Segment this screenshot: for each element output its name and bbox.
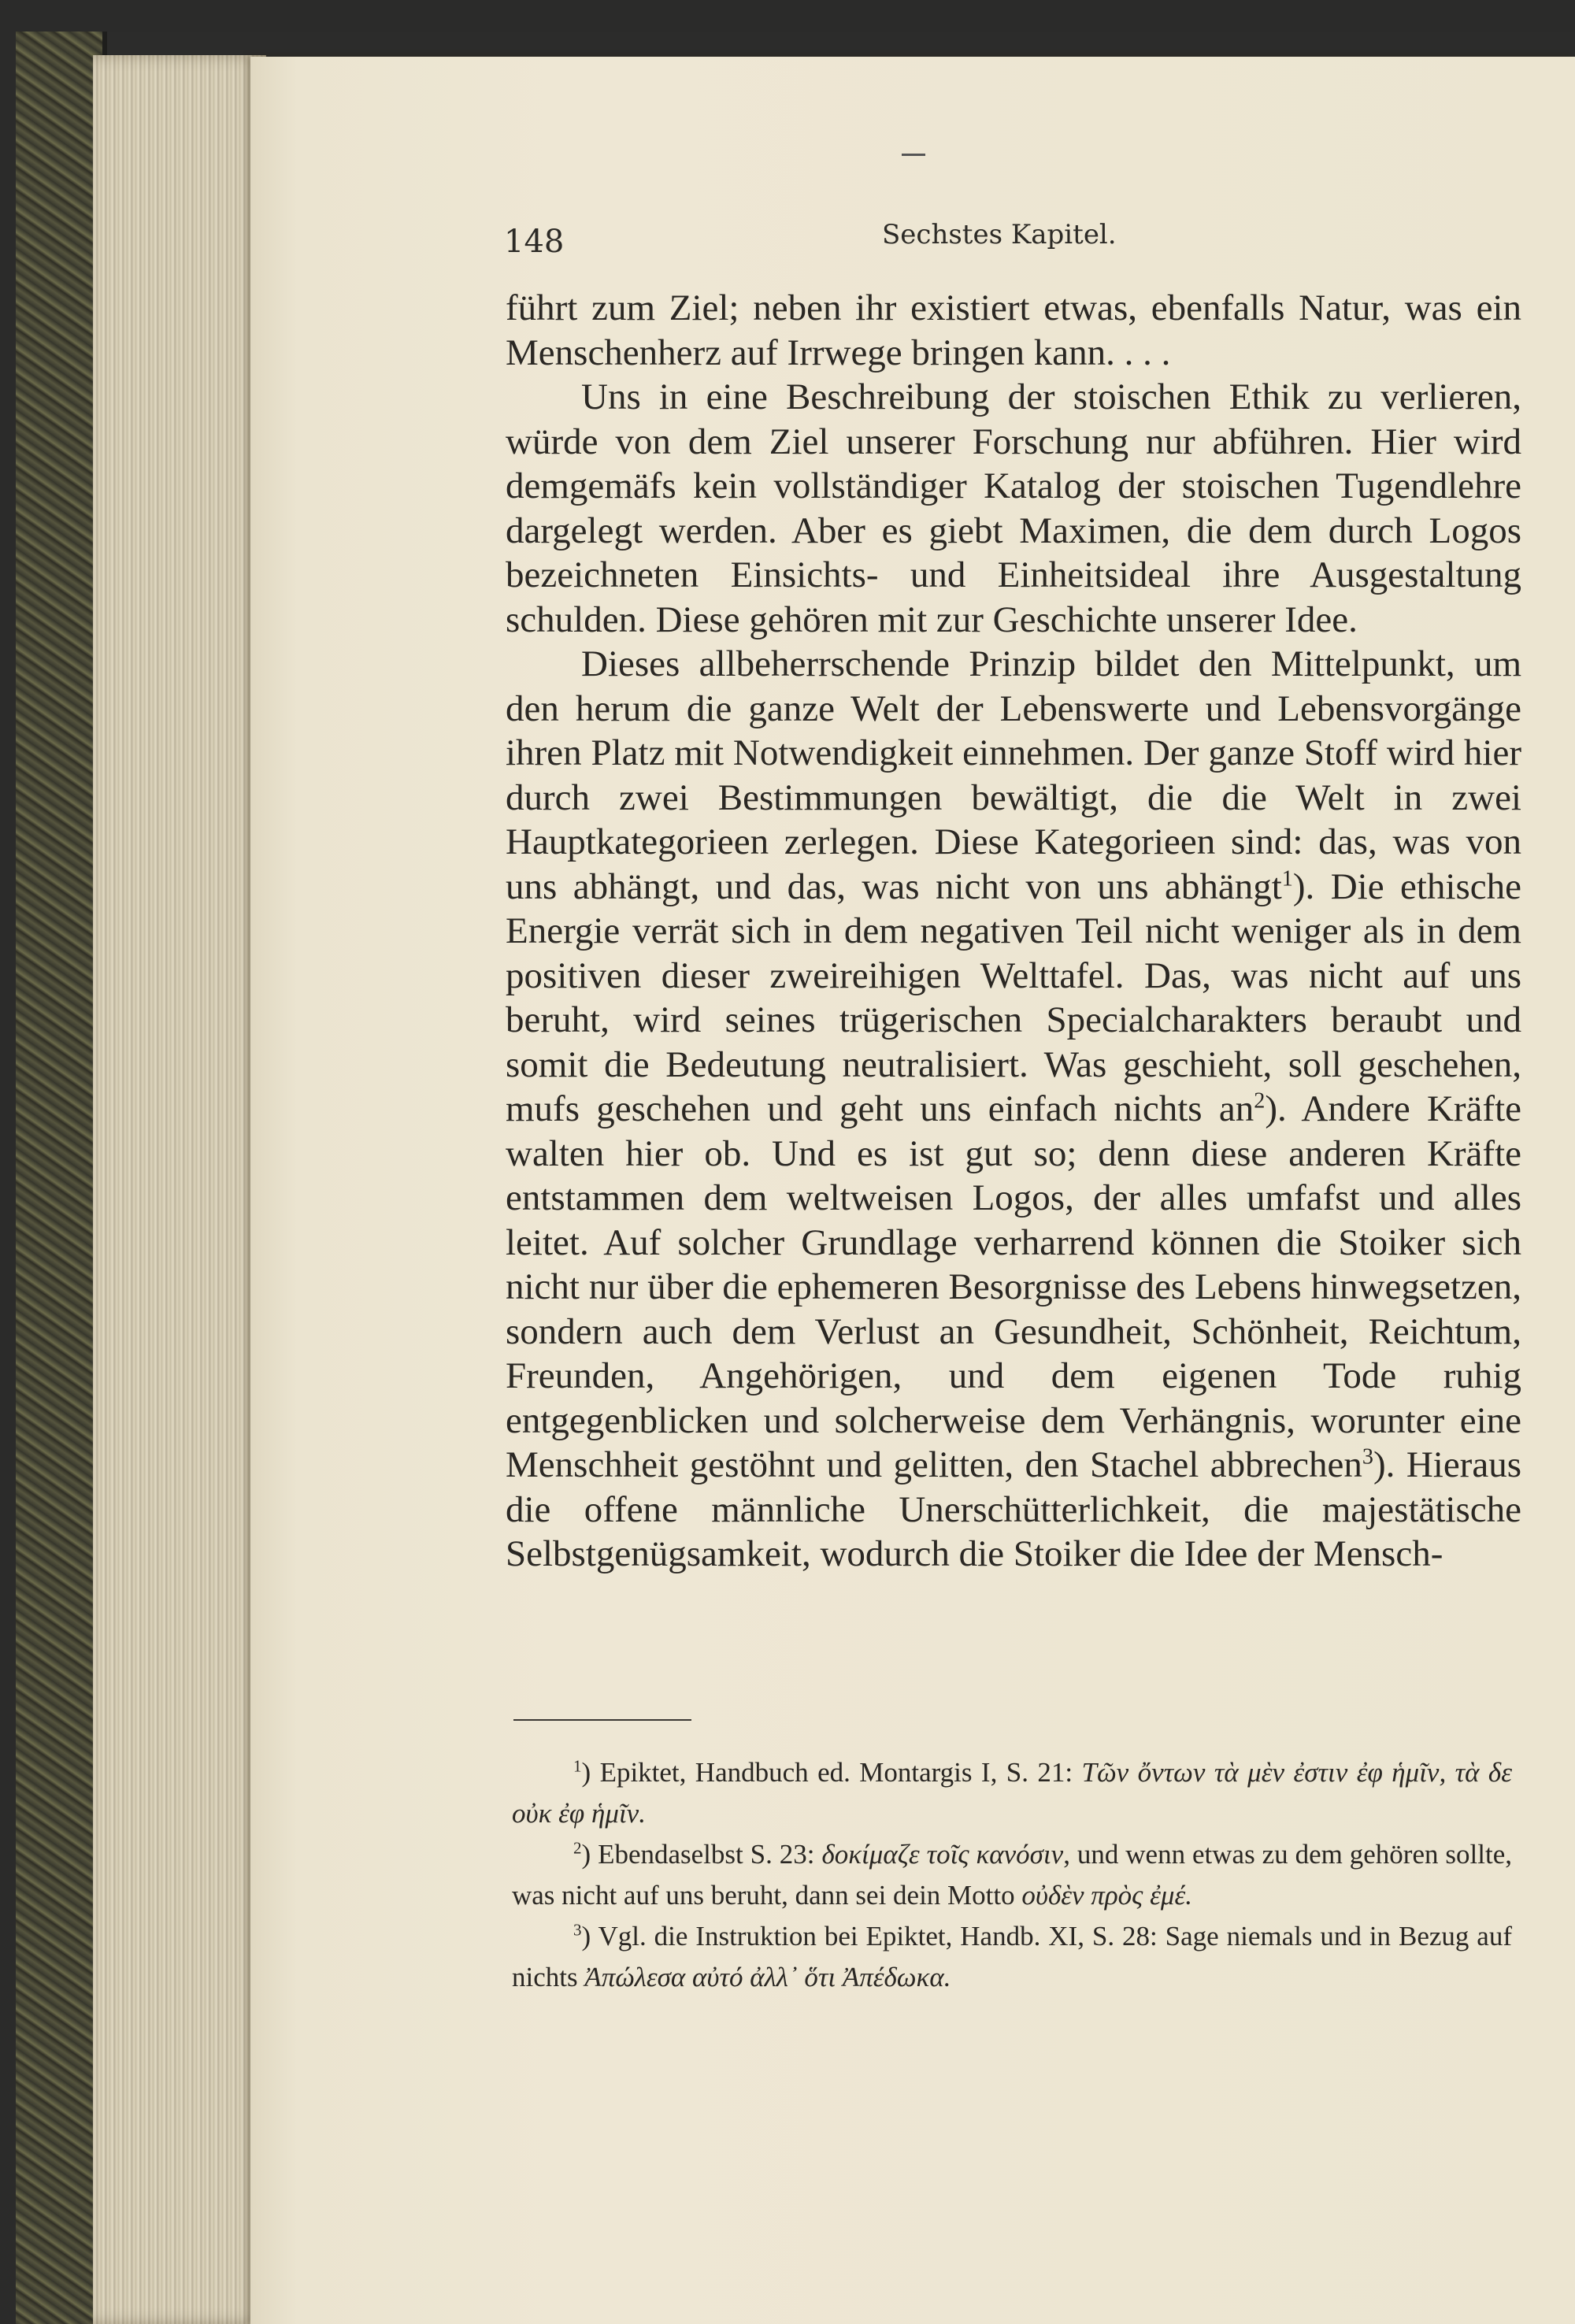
footnote-3 <box>512 1916 1512 1998</box>
paragraph-3 <box>506 642 1521 1577</box>
footnote-3-text: ) Vgl. die Instruktion bei Epiktet, Handb. XI, S. 28: Sage niemals und in Bezug auf nichts <box>512 1921 1512 1992</box>
paragraph-2: Uns in eine Beschreibung der stoischen Ethik zu verlieren, würde von dem Ziel unserer Forschung nur abführen. Hier wird demgemäfs kein vollständiger Katalog der stoischen Tugendlehre dargelegt werden. Aber es giebt Maximen, die dem durch Logos bezeichneten Einsichts- und Einheitsideal ihre Ausgestaltung schulden. Diese gehören mit zur Geschichte unserer Idee. <box>506 376 1521 640</box>
footnote-2-text-a: ) Ebendaselbst S. 23: <box>581 1839 822 1870</box>
paragraph-3-part-c: ). Andere Kräfte walten hier ob. Und es ist gut so; denn diese anderen Kräfte entstammen dem weltweisen Logos, der alles umfafst und alles leitet. Auf solcher Grundlage verharrend können die Stoiker sich nicht nur über die ephemeren Besorgnisse des Lebens hinwegsetzen, sondern auch dem Verlust an Gesundheit, Schönheit, Reichtum, Freunden, Angehörigen, und dem eigenen Tode ruhig entgegenblicken und solcherweise dem Verhängnis, worunter eine Menschheit gestöhnt und gelitten, den Stachel abbrechen <box>506 1088 1521 1485</box>
footnote-1-greek: Τῶν ὄντων τὰ μὲν ἐστιν ἐφ ἡμῖν, τὰ δε οὐκ ἐφ ἡμῖν. <box>512 1757 1512 1829</box>
body-text <box>506 286 1521 1577</box>
footnote-2 <box>512 1834 1512 1916</box>
page-number: 148 <box>504 224 565 260</box>
footnote-2-greek-a: δοκίμαζε τοῖς κανόσιν <box>821 1839 1064 1870</box>
footnote-ref-3: 3 <box>1362 1444 1373 1470</box>
header-dash <box>902 154 925 156</box>
chapter-title: Sechstes Kapitel. <box>882 219 1117 250</box>
paragraph-3-part-d: ). Hieraus die offene männliche Unerschütterlichkeit, die majestätische Selbstgenügsamkeit, wodurch die Stoiker die Idee der Mensch- <box>506 1444 1521 1574</box>
paragraph-3-part-b: ). Die ethische Energie verrät sich in dem negativen Teil nicht weniger als in dem positiven dieser zweireihigen Welttafel. Das, was nicht auf uns beruht, wird seines trügerischen Specialcharakters beraubt und somit die Bedeutung neutralisiert. Was geschieht, soll geschehen, mufs geschehen und geht uns einfach nichts an <box>506 865 1521 1129</box>
running-head <box>504 219 1520 266</box>
footnote-3-greek: Ἀπώλεσα αὐτό ἀλλ᾽ ὅτι Ἀπέδωκα. <box>584 1962 951 1992</box>
footnote-1-number: 1 <box>573 1756 582 1776</box>
footnote-2-text-b: , und wenn etwas zu dem gehören sollte, was nicht auf uns beruht, dann sei dein Motto <box>512 1839 1512 1911</box>
paragraph-3-part-a: Dieses allbeherrschende Prinzip bildet den Mittelpunkt, um den herum die ganze Welt der Lebenswerte und Lebensvorgänge ihren Platz mit Notwendigkeit einnehmen. Der ganze Stoff wird hier durch zwei Bestimmungen bewältigt, die die Welt in zwei Hauptkategorieen zerlegen. Diese Kategorieen sind: das, was von uns abhängt, und das, was nicht von uns abhängt <box>506 643 1521 907</box>
footnote-1-text: ) Epiktet, Handbuch ed. Montargis I, S. 21: <box>581 1757 1082 1788</box>
footnote-ref-2: 2 <box>1254 1088 1266 1114</box>
footnote-ref-1: 1 <box>1281 865 1293 891</box>
footnote-1 <box>512 1752 1512 1834</box>
footnote-rule <box>513 1719 691 1721</box>
footnote-2-greek-b: οὐδὲν πρὸς ἐμέ. <box>1021 1880 1192 1911</box>
footnote-2-number: 2 <box>573 1838 582 1858</box>
page-edges <box>93 55 266 2324</box>
footnotes <box>512 1752 1512 1998</box>
footnote-3-number: 3 <box>573 1920 582 1940</box>
paragraph-1: führt zum Ziel; neben ihr existiert etwas, ebenfalls Natur, was ein Menschenherz auf Irrwege bringen kann. . . . <box>506 287 1521 373</box>
